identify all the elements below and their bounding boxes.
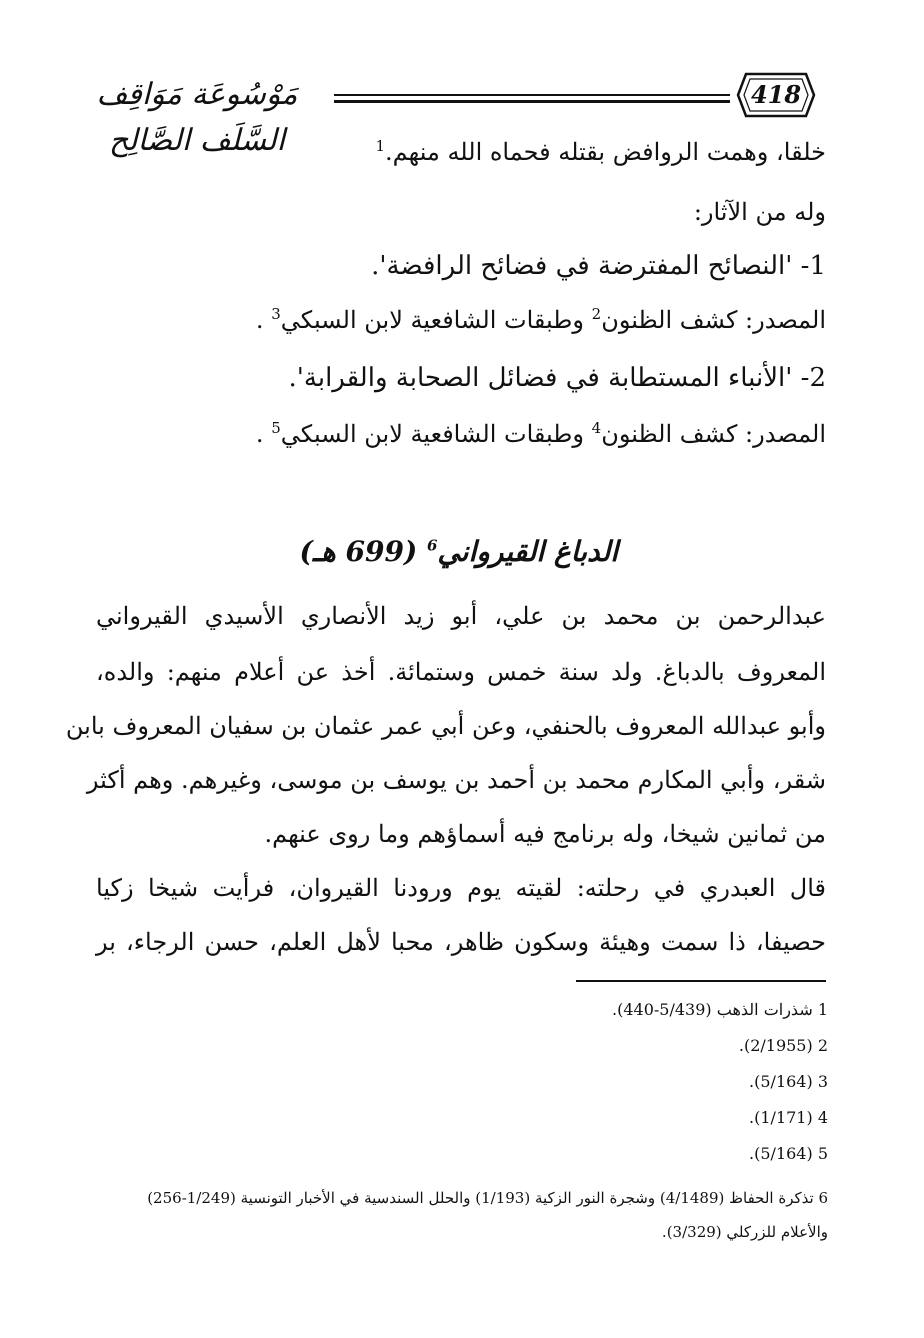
work-title-2: 2- 'الأنباء المستطابة في فضائل الصحابة والقرابة'. <box>288 363 826 393</box>
entry-heading <box>218 530 618 574</box>
footnote: 6 تذكرة الحفاظ (4/1489) وشجرة النور الزكية (1/193) والحلل السندسية في الأخبار التونسية (1/249-256) <box>147 1189 828 1207</box>
paragraph-line: عبدالرحمن بن محمد بن علي، أبو زيد الأنصاري الأسيدي القيرواني <box>96 602 826 630</box>
source-line: المصدر: كشف الظنون$^2$ وطبقات الشافعية لابن السبكي$^3$ . <box>255 305 826 334</box>
source-text: وطبقات الشافعية لابن السبكي <box>280 420 584 448</box>
footnote-ref: 2 <box>591 305 602 323</box>
entry-year: (699 هـ) <box>299 535 418 568</box>
text-line-content: خلقا، وهمت الروافض بقتله فحماه الله منهم. <box>385 138 826 166</box>
work-title-1: 1- 'النصائح المفترضة في فضائح الرافضة'. <box>371 251 826 281</box>
paragraph-line: من ثمانين شيخا، وله برنامج فيه أسماؤهم وما روى عنهم. <box>264 820 826 848</box>
page-number: 418 <box>750 80 802 109</box>
book-title: مَوْسُوعَة مَوَاقِف السَّلَف الصَّالِح <box>96 77 298 158</box>
footnote: 2 (2/1955). <box>738 1036 828 1055</box>
footnote-ref: 6 <box>426 536 438 555</box>
footnote: 4 (1/171). <box>749 1108 828 1127</box>
page-number-badge <box>736 70 816 120</box>
footnote: 1 شذرات الذهب (5/439-440). <box>612 1000 828 1019</box>
text-line: وله من الآثار: <box>693 198 826 226</box>
paragraph-line: قال العبدري في رحلته: لقيته يوم ورودنا القيروان، فرأيت شيخا زكيا <box>96 874 826 902</box>
footnote-separator <box>576 980 826 982</box>
footnote-ref: 4 <box>591 419 602 437</box>
source-line: المصدر: كشف الظنون$^4$ وطبقات الشافعية لابن السبكي$^5$ . <box>255 419 826 448</box>
footnote: 5 (5/164). <box>749 1144 828 1163</box>
footnote: 3 (5/164). <box>749 1072 828 1091</box>
source-text: وطبقات الشافعية لابن السبكي <box>280 306 584 334</box>
header-rule <box>334 94 730 96</box>
source-label: المصدر: كشف الظنون <box>601 306 826 334</box>
paragraph-line: شقر، وأبي المكارم محمد بن أحمد بن يوسف بن موسى، وغيرهم. وهم أكثر <box>86 766 826 794</box>
text-line <box>96 132 826 172</box>
entry-name: الدباغ القيرواني <box>437 535 618 568</box>
header-rule <box>334 100 730 103</box>
paragraph-line: وأبو عبدالله المعروف بالحنفي، وعن أبي عمر عثمان بن سفيان المعروف بابن <box>65 712 826 740</box>
source-label: المصدر: كشف الظنون <box>601 420 826 448</box>
footnote: والأعلام للزركلي (3/329). <box>661 1223 828 1241</box>
paragraph-line: حصيفا، ذا سمت وهيئة وسكون ظاهر، محبا لأهل العلم، حسن الرجاء، بر <box>96 928 826 956</box>
footnote-ref: 3 <box>271 305 281 323</box>
footnote-ref: 1 <box>375 137 386 155</box>
paragraph-line: المعروف بالدباغ. ولد سنة خمس وستمائة. أخذ عن أعلام منهم: والده، <box>96 658 826 686</box>
footnote-ref: 5 <box>271 419 281 437</box>
